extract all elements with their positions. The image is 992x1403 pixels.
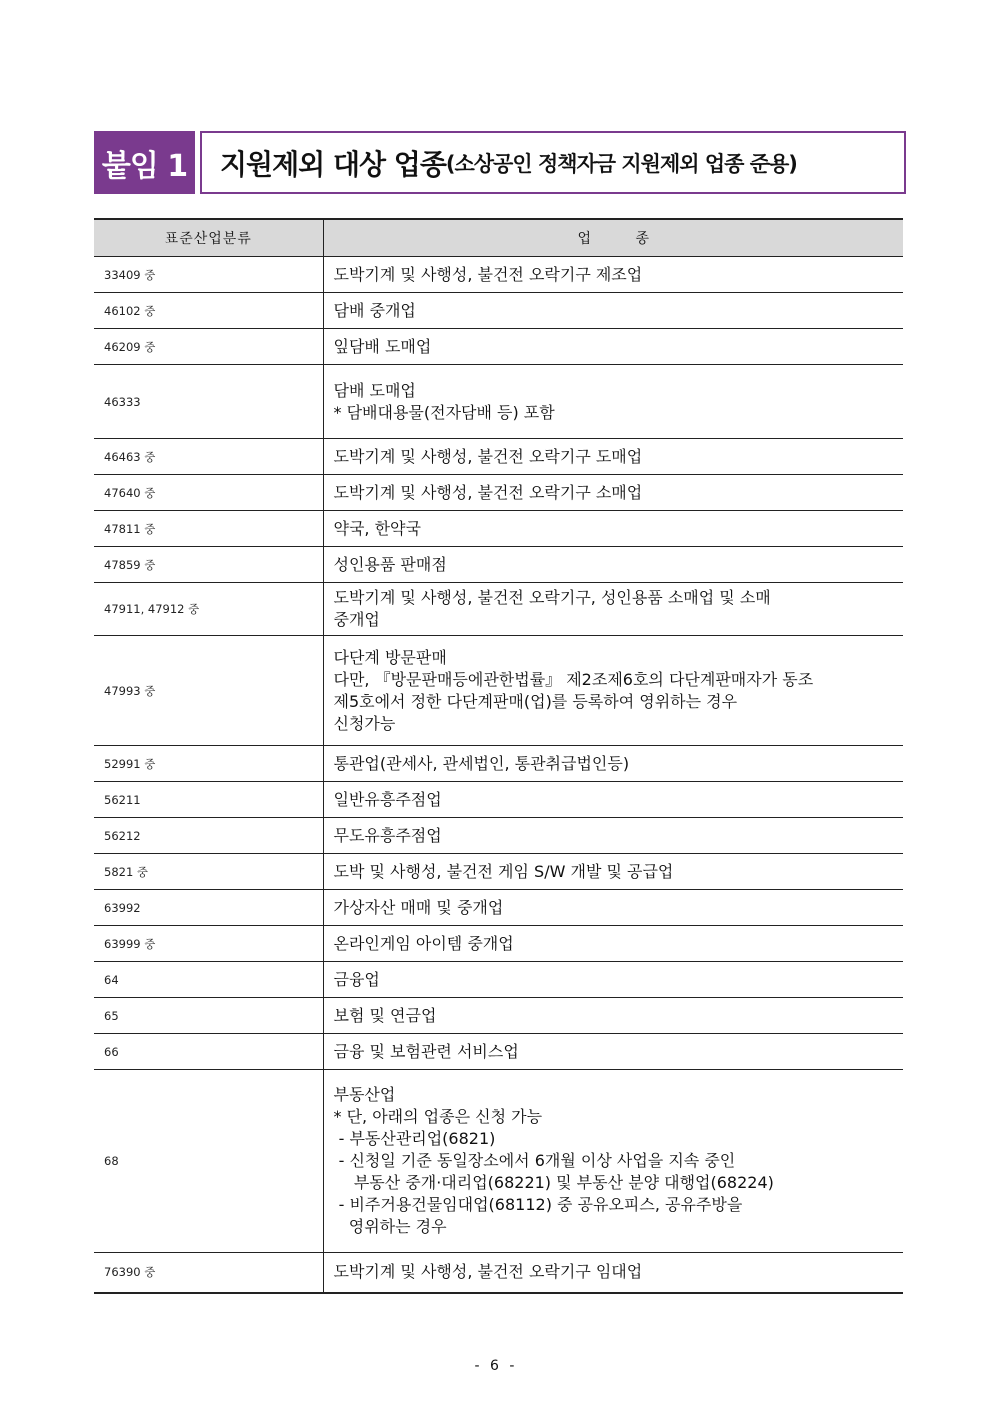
industry-description-line: 일반유흥주점업 [333, 789, 442, 809]
industry-description-line: 영위하는 경우 [333, 1217, 447, 1236]
industry-description-cell [323, 257, 903, 293]
industry-description-cell [323, 439, 903, 475]
industry-description-line: 도박기계 및 사행성, 불건전 오락기구 제조업 [333, 264, 643, 284]
industry-description-line: 담배 도매업 [333, 380, 416, 400]
industry-description-line: 도박 및 사행성, 불건전 게임 S/W 개발 및 공급업 [333, 861, 674, 881]
industry-description-cell [323, 1070, 903, 1253]
industry-description-line: 금융 및 보험관련 서비스업 [333, 1041, 519, 1061]
industry-description-cell [323, 1034, 903, 1070]
industry-code-cell: 47640 중 [94, 475, 323, 511]
industry-description-line: 도박기계 및 사행성, 불건전 오락기구, 성인용품 소매업 및 소매 [333, 588, 771, 607]
industry-code-cell: 65 [94, 998, 323, 1034]
industry-description-line: 도박기계 및 사행성, 불건전 오락기구 도매업 [333, 446, 643, 466]
industry-description-line: 가상자산 매매 및 중개업 [333, 897, 504, 917]
industry-code-cell: 46333 [94, 365, 323, 439]
industry-code-cell: 47993 중 [94, 636, 323, 746]
industry-description-line: 약국, 한약국 [333, 518, 421, 538]
table-row [94, 636, 903, 746]
industry-description-cell [323, 926, 903, 962]
industry-code-cell: 56211 [94, 782, 323, 818]
industry-description-cell [323, 890, 903, 926]
industry-code-cell: 33409 중 [94, 257, 323, 293]
table-row [94, 547, 903, 583]
table-row [94, 818, 903, 854]
industry-description-line: 보험 및 연금업 [333, 1005, 437, 1025]
industry-description-cell [323, 854, 903, 890]
industry-description-cell [323, 962, 903, 998]
document-header [94, 131, 906, 194]
table-row [94, 998, 903, 1034]
table-row [94, 257, 903, 293]
industry-description-line: 도박기계 및 사행성, 불건전 오락기구 임대업 [333, 1262, 643, 1282]
industry-description-line: 온라인게임 아이템 중개업 [333, 933, 514, 953]
table-row [94, 365, 903, 439]
industry-code-cell: 76390 중 [94, 1253, 323, 1293]
industry-code-cell: 68 [94, 1070, 323, 1253]
table-row [94, 329, 903, 365]
table-row [94, 746, 903, 782]
table-row [94, 890, 903, 926]
column-header-industry: 업 종 [323, 219, 903, 257]
excluded-industries-table [94, 218, 903, 1294]
industry-description-cell [323, 746, 903, 782]
table-row [94, 1034, 903, 1070]
table-row [94, 293, 903, 329]
industry-description-cell [323, 547, 903, 583]
industry-code-cell: 64 [94, 962, 323, 998]
industry-description-cell [323, 511, 903, 547]
industry-code-cell: 5821 중 [94, 854, 323, 890]
industry-description-line: 도박기계 및 사행성, 불건전 오락기구 소매업 [333, 482, 643, 502]
industry-description-line: 신청가능 [333, 713, 396, 733]
table-row [94, 1070, 903, 1253]
table-row [94, 583, 903, 636]
industry-description-line: 무도유흥주점업 [333, 825, 442, 845]
industry-code-cell: 47911, 47912 중 [94, 583, 323, 636]
industry-description-cell [323, 475, 903, 511]
page-number: - 6 - [474, 1358, 518, 1374]
industry-code-cell: 52991 중 [94, 746, 323, 782]
industry-description-cell [323, 293, 903, 329]
industry-description-line: 중개업 [333, 610, 380, 629]
industry-description-cell [323, 782, 903, 818]
column-header-code: 표준산업분류 [94, 219, 323, 257]
title-box [200, 131, 906, 194]
industry-description-cell [323, 365, 903, 439]
industry-code-cell: 63992 [94, 890, 323, 926]
table-row [94, 854, 903, 890]
table-header-row [94, 219, 903, 257]
industry-description-cell [323, 1253, 903, 1293]
industry-description-cell [323, 818, 903, 854]
industry-description-line: - 부동산관리업(6821) [333, 1129, 496, 1148]
industry-description-line: - 신청일 기준 동일장소에서 6개월 이상 사업을 지속 중인 [333, 1151, 736, 1170]
industry-code-cell: 46463 중 [94, 439, 323, 475]
industry-description-line: * 담배대용물(전자담배 등) 포함 [333, 402, 555, 422]
industry-description-line: 다만, 『방문판매등에관한법률』 제2조제6호의 다단계판매자가 동조 [333, 669, 814, 689]
industry-description-cell [323, 329, 903, 365]
industry-description-line: 성인용품 판매점 [333, 554, 447, 574]
industry-code-cell: 47859 중 [94, 547, 323, 583]
table-body [94, 257, 903, 1293]
industry-description-line: * 단, 아래의 업종은 신청 가능 [333, 1107, 543, 1126]
industry-description-line: - 비주거용건물임대업(68112) 중 공유오피스, 공유주방을 [333, 1195, 743, 1214]
industry-description-line: 다단계 방문판매 [333, 647, 447, 667]
industry-code-cell: 47811 중 [94, 511, 323, 547]
page-subtitle: (소상공인 정책자금 지원제외 업종 준용) [445, 151, 797, 176]
industry-code-cell: 66 [94, 1034, 323, 1070]
table-row [94, 926, 903, 962]
industry-description-cell [323, 636, 903, 746]
table-row [94, 782, 903, 818]
industry-description-line: 제5호에서 정한 다단계판매(업)를 등록하여 영위하는 경우 [333, 691, 738, 711]
table-row [94, 962, 903, 998]
table-row [94, 439, 903, 475]
page-title: 지원제외 대상 업종 [220, 147, 446, 181]
industry-code-cell: 46102 중 [94, 293, 323, 329]
industry-description-line: 금융업 [333, 969, 380, 989]
industry-code-cell: 63999 중 [94, 926, 323, 962]
industry-description-line: 부동산 중개·대리업(68221) 및 부동산 분양 대행업(68224) [333, 1173, 774, 1192]
industry-description-line: 잎담배 도매업 [333, 336, 432, 356]
attachment-badge: 붙임 1 [94, 131, 195, 194]
table-row [94, 1253, 903, 1293]
industry-description-line: 통관업(관세사, 관세법인, 통관취급법인등) [333, 753, 630, 773]
industry-code-cell: 46209 중 [94, 329, 323, 365]
industry-description-cell [323, 998, 903, 1034]
industry-code-cell: 56212 [94, 818, 323, 854]
table-row [94, 511, 903, 547]
industry-description-line: 부동산업 [333, 1085, 396, 1104]
industry-description-line: 담배 중개업 [333, 300, 416, 320]
table-row [94, 475, 903, 511]
industry-description-cell [323, 583, 903, 636]
